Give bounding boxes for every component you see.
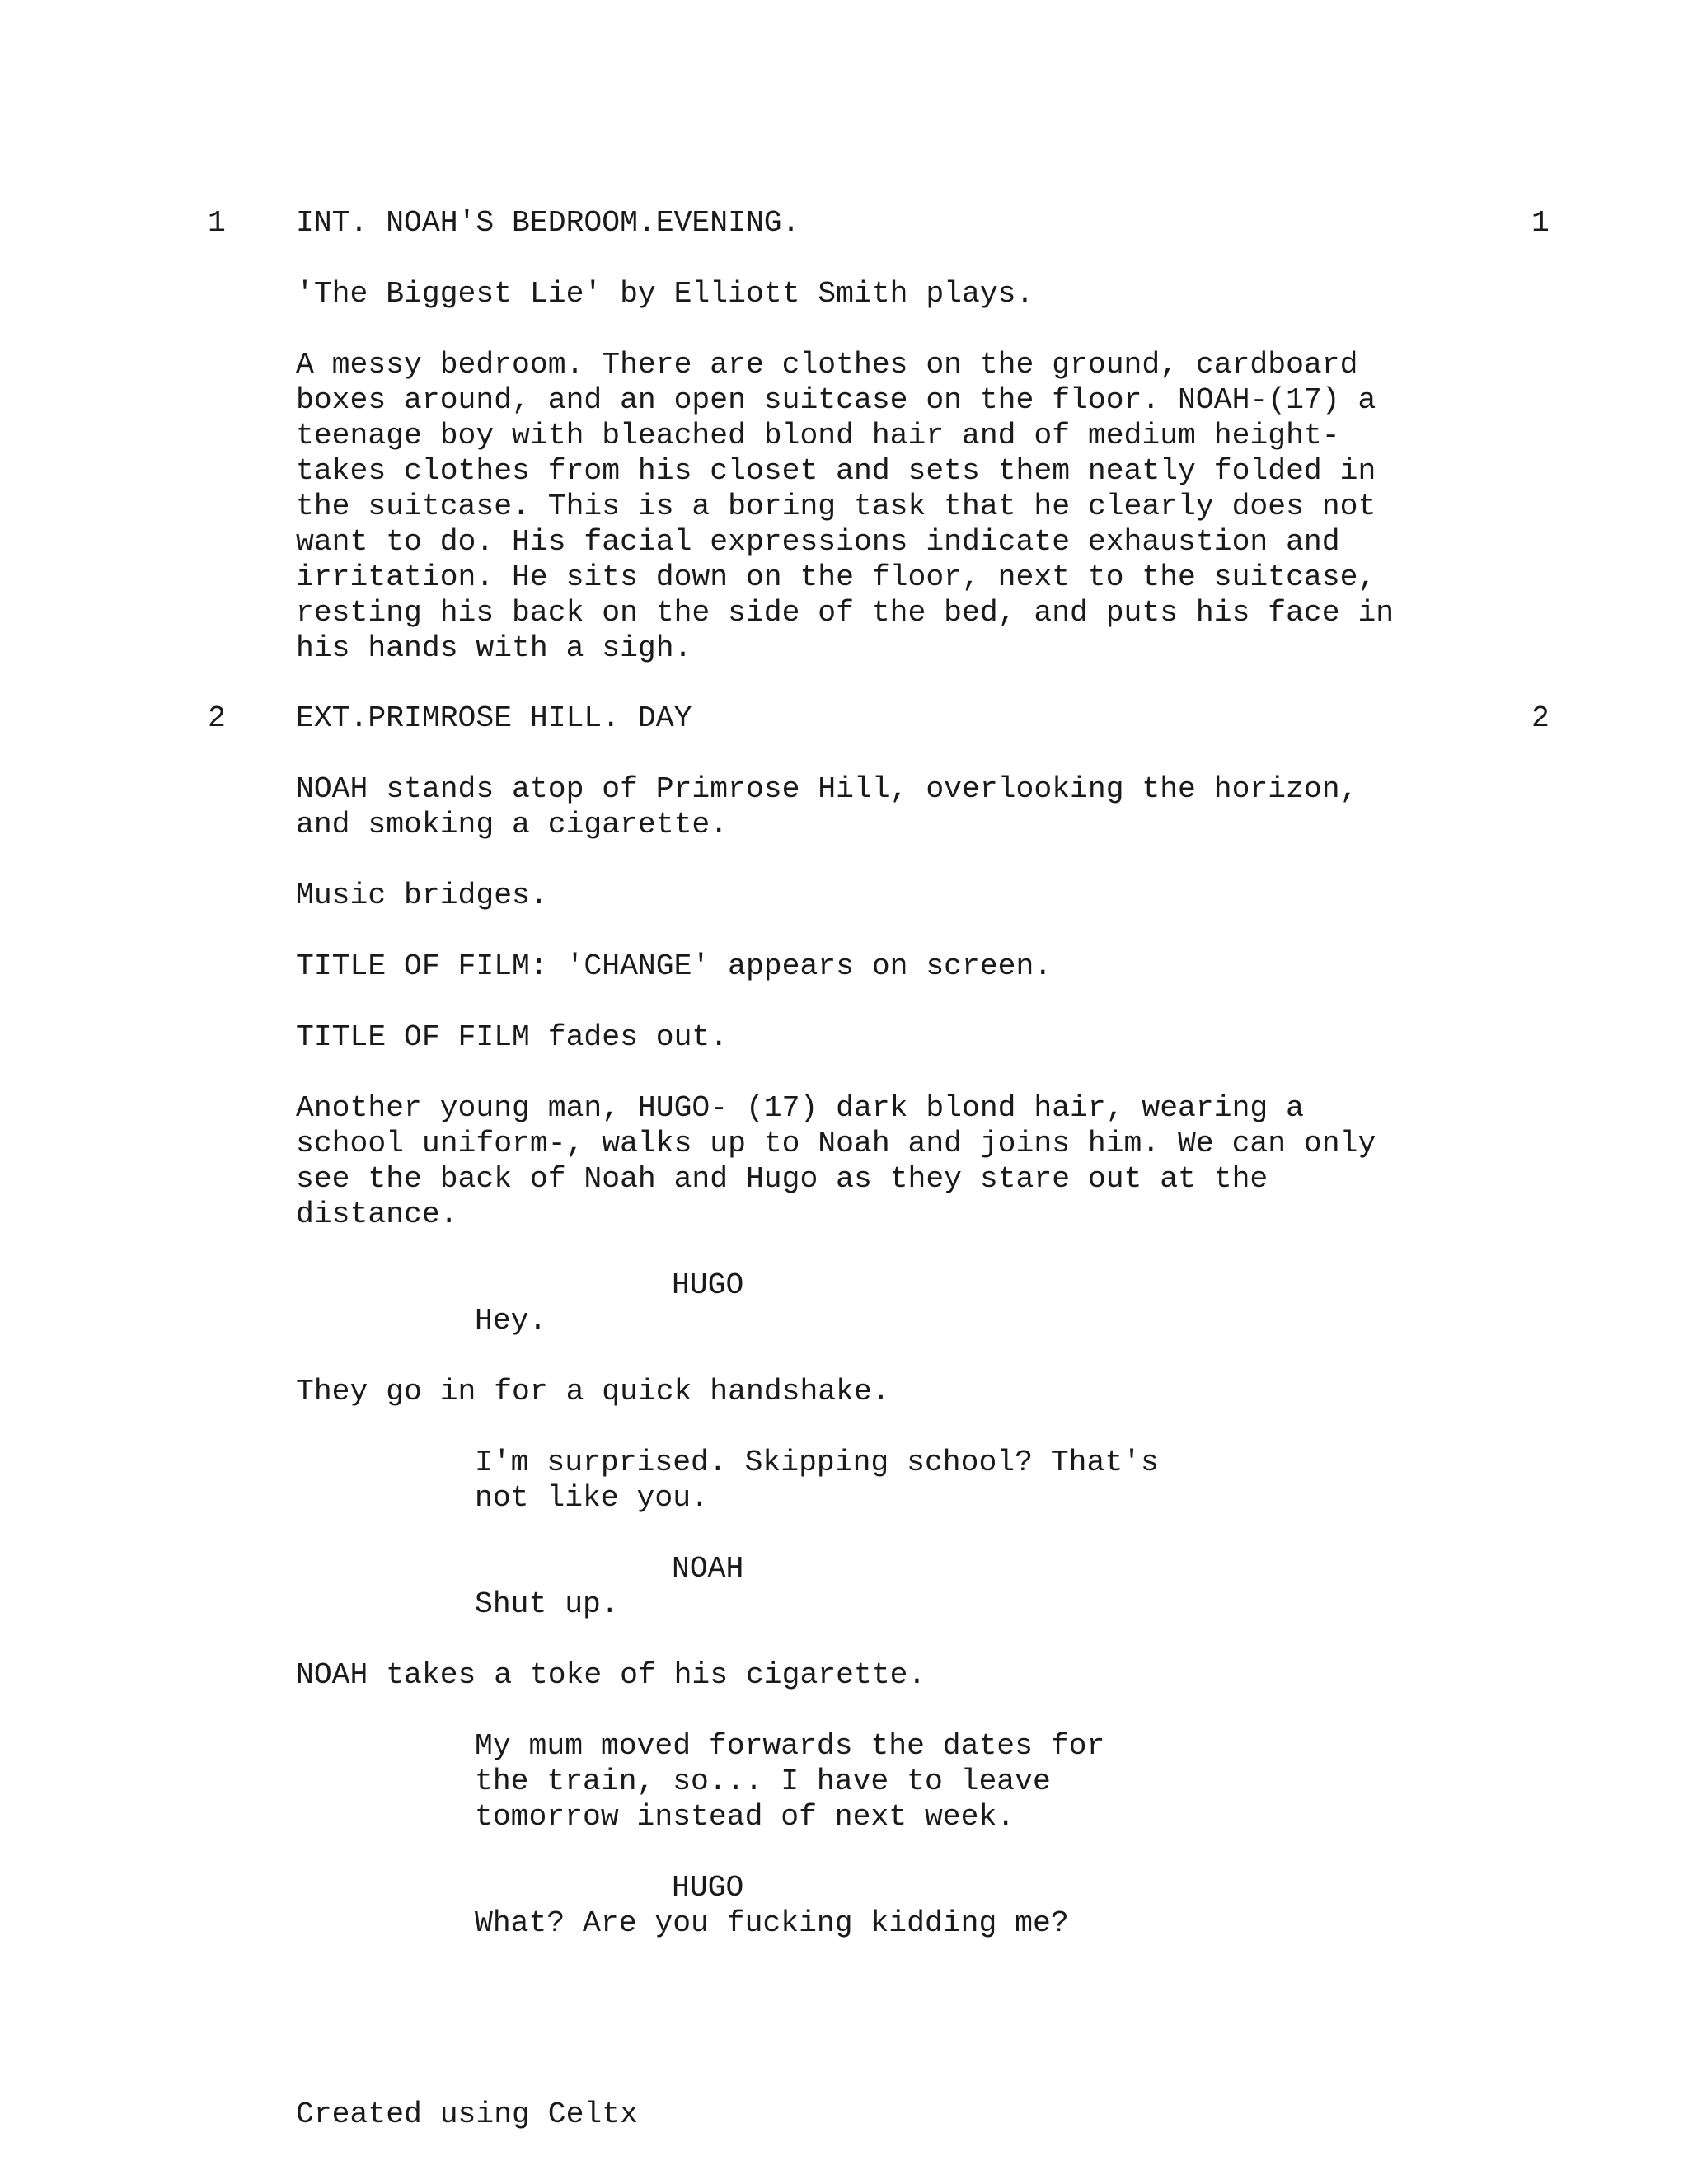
action-line: and smoking a cigarette. <box>296 808 729 841</box>
dialogue-line: What? Are you fucking kidding me? <box>475 1906 1069 1940</box>
action-block <box>296 949 1549 984</box>
action-block <box>296 1090 1549 1232</box>
action-block <box>296 771 1549 842</box>
dialogue-line: Shut up. <box>475 1587 619 1621</box>
action-line: TITLE OF FILM: 'CHANGE' appears on screen. <box>296 949 1053 983</box>
action-block <box>296 347 1549 666</box>
scene-heading: INT. NOAH'S BEDROOM.EVENING. <box>296 206 800 240</box>
dialogue-line: the train, so... I have to leave <box>475 1765 1051 1798</box>
action-block <box>296 276 1549 312</box>
scene-number-right: 2 <box>1531 701 1550 735</box>
dialogue-block <box>475 1905 1069 1941</box>
dialogue-block <box>475 1586 619 1622</box>
action-line: NOAH takes a toke of his cigarette. <box>296 1658 926 1692</box>
action-block <box>296 878 1549 913</box>
action-block <box>296 1019 1549 1055</box>
action-block <box>296 1657 1549 1693</box>
dialogue-block <box>475 1445 1159 1516</box>
action-line: school uniform-, walks up to Noah and joins him. We can only <box>296 1127 1376 1160</box>
action-line: boxes around, and an open suitcase on the floor. NOAH-(17) a <box>296 383 1376 417</box>
action-line: Music bridges. <box>296 879 548 912</box>
action-line: takes clothes from his closet and sets them neatly folded in <box>296 454 1376 488</box>
dialogue-line: I'm surprised. Skipping school? That's <box>475 1446 1159 1479</box>
action-line: NOAH stands atop of Primrose Hill, overlooking the horizon, <box>296 772 1358 806</box>
action-line: They go in for a quick handshake. <box>296 1375 890 1408</box>
character-name: NOAH <box>672 1552 744 1586</box>
action-line: resting his back on the side of the bed, and puts his face in <box>296 596 1395 630</box>
dialogue-line: My mum moved forwards the dates for <box>475 1729 1105 1763</box>
action-line: 'The Biggest Lie' by Elliott Smith plays. <box>296 277 1034 311</box>
character-name: HUGO <box>672 1871 744 1905</box>
dialogue-line: Hey. <box>475 1304 547 1338</box>
action-line: Another young man, HUGO- (17) dark blond hair, wearing a <box>296 1091 1304 1125</box>
scene-number-left: 1 <box>208 206 226 240</box>
action-line: TITLE OF FILM fades out. <box>296 1020 729 1054</box>
action-line: his hands with a sigh. <box>296 631 692 665</box>
action-line: distance. <box>296 1197 458 1231</box>
scene-number-right: 1 <box>1531 206 1550 240</box>
dialogue-block <box>475 1728 1104 1835</box>
action-line: the suitcase. This is a boring task that he clearly does not <box>296 490 1376 523</box>
dialogue-line: not like you. <box>475 1481 709 1515</box>
dialogue-block <box>475 1303 546 1338</box>
dialogue-line: tomorrow instead of next week. <box>475 1800 1015 1834</box>
scene-number-left: 2 <box>208 701 226 735</box>
action-line: want to do. His facial expressions indicate exhaustion and <box>296 525 1340 559</box>
footer-credit: Created using Celtx <box>296 2097 638 2131</box>
scene-heading: EXT.PRIMROSE HILL. DAY <box>296 701 692 735</box>
action-line: irritation. He sits down on the floor, next to the suitcase, <box>296 560 1376 594</box>
action-line: see the back of Noah and Hugo as they stare out at the <box>296 1162 1268 1196</box>
action-block <box>296 1374 1549 1409</box>
character-name: HUGO <box>672 1268 744 1302</box>
action-line: A messy bedroom. There are clothes on the ground, cardboard <box>296 348 1358 382</box>
action-line: teenage boy with bleached blond hair and of medium height- <box>296 419 1340 452</box>
